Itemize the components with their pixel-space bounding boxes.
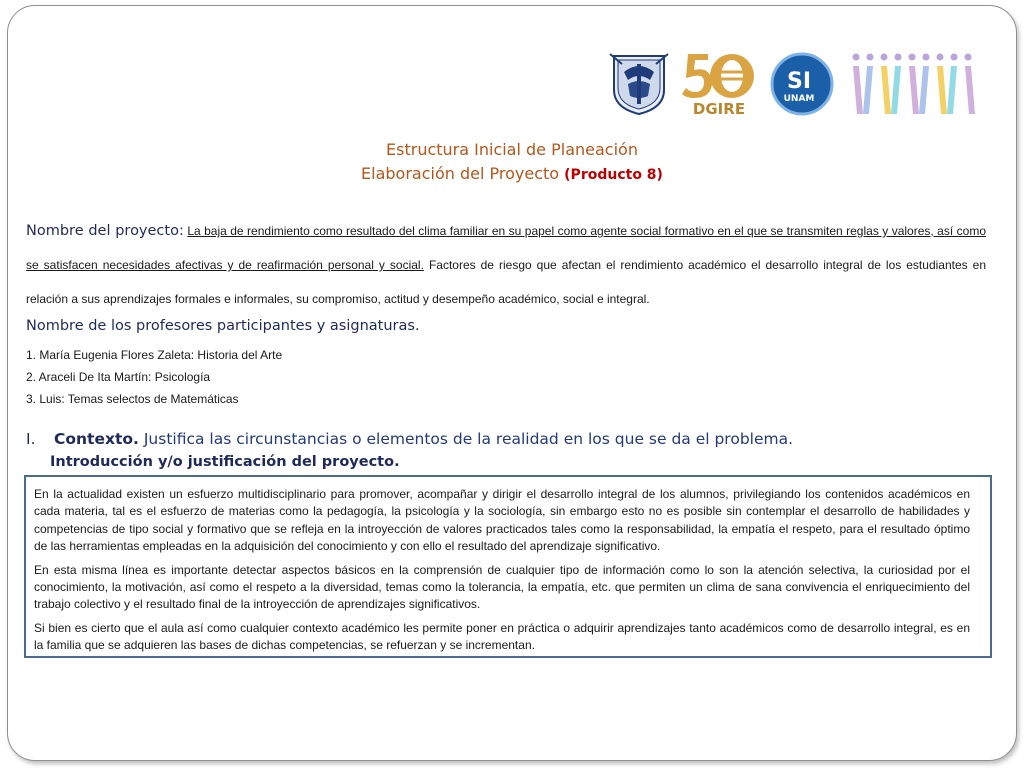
stripes-bar — [909, 66, 919, 114]
svg-text:DGIRE: DGIRE — [692, 100, 746, 118]
project-label: Nombre del proyecto: — [26, 223, 184, 239]
stripes-bar — [881, 66, 891, 114]
context-label: Contexto. — [54, 430, 139, 448]
svg-text:UNAM: UNAM — [783, 94, 815, 104]
stripes-bar — [863, 66, 873, 114]
justification-textbox — [24, 475, 992, 658]
stripes-dot — [909, 54, 916, 61]
page-subtitle — [0, 164, 1024, 183]
teachers-list — [26, 344, 282, 410]
project-name-block — [26, 214, 986, 316]
svg-text:SI: SI — [786, 69, 812, 94]
stripes-dot — [923, 54, 930, 61]
stripes-dot — [965, 54, 972, 61]
stripes-bar — [853, 66, 863, 114]
stripes-dot — [951, 54, 958, 61]
stripes-bar — [919, 66, 929, 114]
stripes-dot — [895, 54, 902, 61]
stripes-bar — [937, 66, 947, 114]
project-name: La baja de rendimiento como resultado del clima familiar en su papel como agente social formativo en el que se transmiten reglas y valores, así como se satisfacen necesidades afectivas y de reafirmación personal y social. — [26, 224, 986, 272]
project-risk-factors: Factores de riesgo que afectan el rendimiento académico el desarrollo integral de los estudiantes en relación a sus aprendizajes formales e informales, su compromiso, actitud y desempeño académico, social e integral. — [26, 258, 986, 306]
justification-paragraph: En la actualidad existen un esfuerzo multidisciplinario para promover, acompañar y dirigir el desarrollo integral de los alumnos, privilegiando los contenidos académicos en cada materia, tal es el esfuerzo de materias como la pedagogía, la psicología y la sociología, sin embargo esto no es posible sin contemplar el desarrollo de habilidades y competencias de tipo social y formativo que se refleja en la introyección de valores practicados tales como la responsabilidad, la empatía el respeto, para el resultado óptimo de las herramientas empleadas en la adquisición del conocimiento y con ello el resultado del aprendizaje significativo. — [34, 487, 970, 554]
stripes-dot — [881, 54, 888, 61]
justification-paragraph: En esta misma línea es importante detectar aspectos básicos en la comprensión de cualquier tipo de información como lo son la atención selectiva, la curiosidad por el conocimiento, la motivación, así como el respeto a la diversidad, temas como la tolerancia, la empatía, etc. que permiten un clima de sana convivencia el enriquecimiento del trabajo colectivo y el resultado final de la introyección de aprendizajes significativos. — [34, 562, 970, 612]
page-title: Estructura Inicial de Planeación — [386, 140, 638, 159]
stripes-dot — [937, 54, 944, 61]
product-label: (Producto 8) — [564, 167, 663, 183]
teacher-item: 3. Luis: Temas selectos de Matemáticas — [26, 392, 239, 406]
dgire-50-logo — [680, 48, 758, 118]
context-heading — [26, 430, 793, 448]
teacher-item: 1. María Eugenia Flores Zaleta: Historia del Arte — [26, 348, 283, 362]
context-description: Justifica las circunstancias o elementos de la realidad en los que se da el problema. — [138, 430, 794, 448]
si-unam-logo — [766, 52, 838, 116]
stripes-dot — [853, 54, 860, 61]
stripes-dot — [867, 54, 874, 61]
intro-heading: Introducción y/o justificación del proyecto. — [50, 454, 400, 470]
teacher-item: 2. Araceli De Ita Martín: Psicología — [26, 370, 211, 384]
stripes-bar — [965, 66, 975, 114]
context-number: I. — [26, 430, 36, 448]
logo-bar — [604, 48, 984, 120]
unam-crest-logo — [604, 50, 674, 116]
subtitle-text: Elaboración del Proyecto — [361, 164, 565, 183]
stripes-bar — [947, 66, 957, 114]
stripes-logo — [850, 52, 976, 116]
stripes-bar — [891, 66, 901, 114]
teachers-title: Nombre de los profesores participantes y asignaturas. — [26, 318, 420, 334]
justification-paragraph: Si bien es cierto que el aula así como cualquier contexto académico les permite poner en práctica o adquirir aprendizajes tanto académicos como de desarrollo integral, es en la familia que se adquieren las bases de dichas competencias, se refuerzan y se incrementan. — [34, 620, 970, 653]
